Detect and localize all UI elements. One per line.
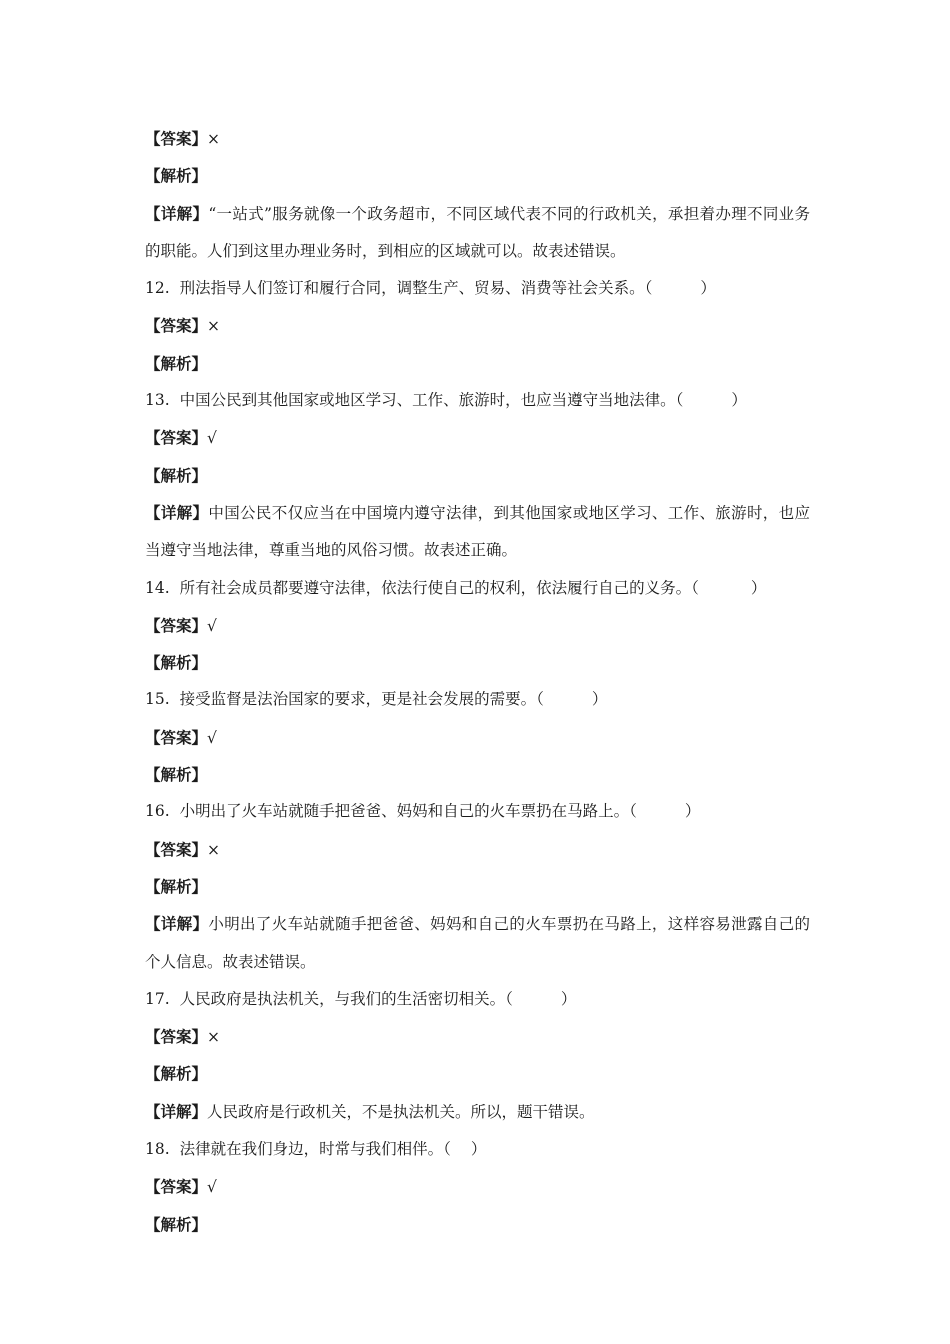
question-line: [145, 270, 810, 307]
analysis-line: [145, 1206, 810, 1243]
analysis-label: 【解析】: [145, 765, 208, 785]
detail-paragraph: [145, 195, 810, 271]
question-text: 小明出了火车站就随手把爸爸、妈妈和自己的火车票扔在马路上。（: [179, 802, 637, 821]
answer-line: [145, 719, 810, 756]
detail-text: 人民政府是行政机关，不是执法机关。所以，题干错误。: [207, 1102, 595, 1121]
answer-value: ×: [207, 840, 221, 859]
question-text: 人民政府是执法机关，与我们的生活密切相关。（: [179, 989, 513, 1008]
answer-label: 【答案】: [145, 1177, 208, 1197]
detail-label: 【详解】: [145, 914, 209, 934]
analysis-line: [145, 868, 810, 905]
question-number: 12.: [145, 279, 170, 298]
question-number: 15.: [145, 690, 170, 709]
answer-line: [145, 1168, 810, 1205]
question-number: 14.: [145, 578, 170, 597]
answer-line: [145, 607, 810, 644]
answer-label: 【答案】: [145, 727, 208, 747]
exam-content: [145, 120, 810, 1243]
analysis-line: [145, 345, 810, 382]
answer-value: ×: [207, 317, 221, 336]
answer-line: [145, 307, 810, 344]
analysis-label: 【解析】: [145, 876, 208, 896]
question-close-paren: ）: [684, 802, 701, 821]
answer-value: √: [207, 616, 217, 635]
answer-label: 【答案】: [145, 1027, 208, 1047]
answer-line: [145, 1018, 810, 1055]
answer-line: [145, 831, 810, 868]
answer-value: √: [207, 1178, 217, 1197]
question-line: [145, 981, 810, 1018]
question-line: [145, 681, 810, 718]
question-line: [145, 1131, 810, 1168]
detail-paragraph: [145, 905, 810, 981]
analysis-label: 【解析】: [145, 1064, 208, 1084]
detail-text: 小明出了火车站就随手把爸爸、妈妈和自己的火车票扔在马路上，这样容易泄露自己的个人信息。故表述错误。: [145, 915, 810, 971]
question-close-paren: ）: [560, 989, 577, 1008]
question-close-paren: ）: [591, 690, 608, 709]
question-line: [145, 382, 810, 419]
analysis-line: [145, 644, 810, 681]
question-close-paren: ）: [750, 578, 767, 597]
question-number: 16.: [145, 802, 170, 821]
answer-label: 【答案】: [145, 129, 208, 148]
detail-text: “一站式”服务就像一个政务超市，不同区域代表不同的行政机关，承担着办理不同业务的职能。人们到这里办理业务时，到相应的区域就可以。故表述错误。: [145, 204, 810, 260]
answer-value: ×: [207, 130, 221, 148]
analysis-label: 【解析】: [145, 1214, 208, 1234]
question-text: 法律就在我们身边，时常与我们相伴。（: [179, 1140, 451, 1159]
answer-label: 【答案】: [145, 615, 208, 635]
question-number: 18.: [145, 1140, 170, 1159]
question-close-paren: ）: [470, 1140, 487, 1159]
answer-label: 【答案】: [145, 839, 208, 859]
analysis-label: 【解析】: [145, 653, 208, 673]
answer-line: [145, 419, 810, 456]
detail-label: 【详解】: [145, 203, 209, 223]
analysis-label: 【解析】: [145, 465, 208, 485]
analysis-line: [145, 457, 810, 494]
question-text: 刑法指导人们签订和履行合同，调整生产、贸易、消费等社会关系。（: [179, 279, 653, 298]
detail-label: 【详解】: [145, 502, 209, 522]
detail-text: 中国公民不仅应当在中国境内遵守法律，到其他国家或地区学习、工作、旅游时，也应当遵守当地法律，尊重当地的风俗习惯。故表述正确。: [145, 503, 810, 560]
answer-value: √: [207, 429, 217, 448]
question-text: 中国公民到其他国家或地区学习、工作、旅游时，也应当遵守当地法律。（: [179, 391, 684, 410]
answer-value: ×: [207, 1028, 221, 1047]
question-text: 接受监督是法治国家的要求，更是社会发展的需要。（: [179, 690, 544, 709]
detail-label: 【详解】: [145, 1101, 208, 1121]
question-text: 所有社会成员都要遵守法律，依法行使自己的权利，依法履行自己的义务。（: [179, 578, 699, 597]
question-line: [145, 793, 810, 830]
answer-label: 【答案】: [145, 316, 208, 336]
question-number: 17.: [145, 989, 170, 1008]
analysis-label: 【解析】: [145, 166, 208, 186]
answer-value: √: [207, 728, 217, 747]
analysis-label: 【解析】: [145, 353, 208, 373]
question-number: 13.: [145, 391, 170, 410]
analysis-line: [145, 1055, 810, 1092]
question-close-paren: ）: [700, 279, 716, 298]
analysis-line: [145, 756, 810, 793]
detail-paragraph: [145, 494, 810, 570]
analysis-line: [145, 157, 810, 194]
question-line: [145, 570, 810, 607]
answer-label: 【答案】: [145, 428, 208, 448]
detail-paragraph: [145, 1093, 810, 1131]
answer-line: [145, 120, 810, 157]
question-close-paren: ）: [731, 391, 747, 410]
